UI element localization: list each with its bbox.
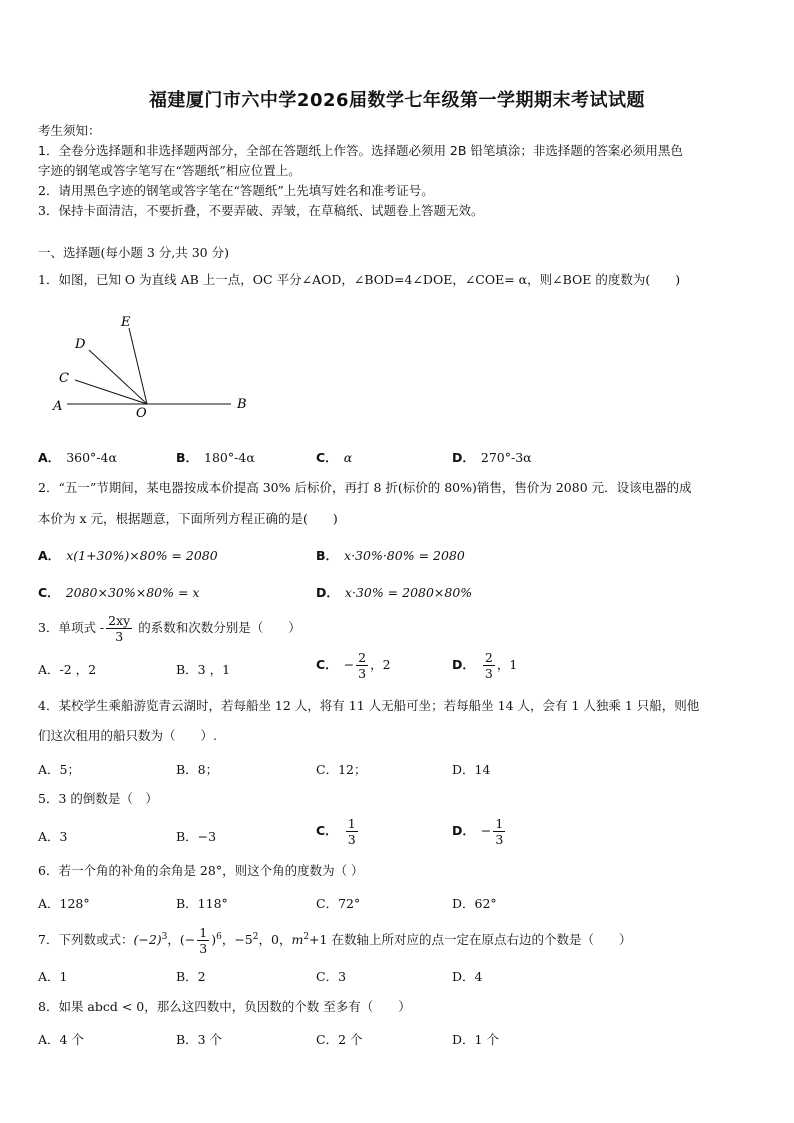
q5-option-a[interactable]: A．3 [38, 829, 68, 844]
question-2-stem-2: 本价为 x 元，根据题意，下面所列方程正确的是( ) [38, 511, 338, 526]
question-5-stem: 5．3 的倒数是（ ） [38, 791, 158, 806]
angle-figure [45, 310, 265, 420]
notice-item-2: 2．请用黑色字迹的钢笔或答字笔在“答题纸”上先填写姓名和准考证号。 [38, 183, 434, 198]
question-6-stem: 6．若一个角的补角的余角是 28°，则这个角的度数为（ ） [38, 863, 364, 878]
q1-option-a[interactable]: A． 360°-4α [38, 450, 117, 465]
ray-od [89, 350, 147, 404]
label-e: E [121, 315, 131, 330]
notice-item-1-cont: 字迹的钢笔或答字笔写在“答题纸”相应位置上。 [38, 163, 301, 178]
ray-oe [129, 328, 147, 404]
question-8-stem: 8．如果 abcd < 0，那么这四数中，负因数的个数 至多有（ ） [38, 999, 411, 1014]
q2-option-d[interactable]: D． x·30% = 2080×80% [316, 585, 473, 600]
q3-option-c[interactable]: C． − $\frac{2}{3}$ ，2 [316, 650, 391, 681]
question-7-stem: 7．下列数或式：$(-2)^3$，(− $\frac{1}{3}$ )$^6$，$-5^2$，0，$m^2+1$ 在数轴上所对应的点一定在原点右边的个数是（ ） [38, 925, 632, 957]
q6-option-c[interactable]: C．72° [316, 896, 361, 911]
q5-option-d[interactable]: D． − $\frac{1}{3}$ [452, 816, 504, 847]
label-o: O [136, 406, 147, 420]
q3-option-b[interactable]: B．3 ，1 [176, 662, 231, 677]
section-heading: 一、选择题(每小题 3 分,共 30 分) [38, 245, 229, 260]
monomial-fraction: $\frac{2xy}{3}$ [108, 613, 131, 644]
q4-option-b[interactable]: B．8； [176, 762, 219, 777]
q6-option-b[interactable]: B．118° [176, 896, 228, 911]
q3-option-a[interactable]: A．-2 ，2 [38, 662, 97, 677]
q7-option-b[interactable]: B．2 [176, 969, 206, 984]
notice-item-1: 1．全卷分选择题和非选择题两部分，全部在答题纸上作答。选择题必须用 2B 铅笔填涂；非选择题的答案必须用黑色 [38, 143, 683, 158]
q5-option-b[interactable]: B．−3 [176, 829, 217, 844]
q1-option-d[interactable]: D． 270°-3α [452, 450, 532, 465]
q2-option-b[interactable]: B． x·30%·80% = 2080 [316, 548, 465, 563]
q5-option-c[interactable]: C． $\frac{1}{3}$ [316, 816, 356, 847]
q2-option-c[interactable]: C． 2080×30%×80% = x [38, 585, 200, 600]
q8-option-c[interactable]: C．2 个 [316, 1032, 363, 1047]
question-2-stem-1: 2．“五一”节期间，某电器按成本价提高 30% 后标价，再打 8 折(标价的 80%)销售，售价为 2080 元．设该电器的成 [38, 480, 692, 495]
q8-option-a[interactable]: A．4 个 [38, 1032, 84, 1047]
q4-option-d[interactable]: D．14 [452, 762, 491, 777]
q8-option-d[interactable]: D．1 个 [452, 1032, 499, 1047]
q1-option-b[interactable]: B． 180°-4α [176, 450, 255, 465]
notice-item-3: 3．保持卡面清洁，不要折叠，不要弄破、弄皱，在草稿纸、试题卷上答题无效。 [38, 203, 484, 218]
q1-option-c[interactable]: C． α [316, 450, 353, 465]
q4-option-c[interactable]: C．12； [316, 762, 367, 777]
q3-option-d[interactable]: D． $\frac{2}{3}$ ，1 [452, 650, 518, 681]
label-a: A [53, 399, 63, 414]
q6-option-d[interactable]: D．62° [452, 896, 497, 911]
q7-option-a[interactable]: A．1 [38, 969, 68, 984]
label-d: D [75, 337, 86, 352]
question-1-stem: 1．如图，已知 O 为直线 AB 上一点，OC 平分∠AOD，∠BOD=4∠DOE，∠COE= α，则∠BOE 的度数为( ) [38, 272, 681, 287]
q2-option-a[interactable]: A． x(1+30%)×80% = 2080 [38, 548, 218, 563]
q7-option-c[interactable]: C．3 [316, 969, 347, 984]
ray-oc [75, 380, 147, 404]
label-c: C [59, 371, 69, 386]
q4-option-a[interactable]: A．5； [38, 762, 80, 777]
q8-option-b[interactable]: B．3 个 [176, 1032, 223, 1047]
page-title: 福建厦门市六中学2026届数学七年级第一学期期末考试试题 [148, 90, 646, 111]
q6-option-a[interactable]: A．128° [38, 896, 90, 911]
label-b: B [237, 397, 247, 412]
question-4-stem-2: 们这次租用的船只数为（ ）. [38, 728, 217, 743]
question-4-stem-1: 4．某校学生乘船游览青云湖时，若每船坐 12 人，将有 11 人无船可坐；若每船坐 14 人，会有 1 人独乘 1 只船，则他 [38, 698, 700, 713]
notice-heading: 考生须知： [38, 123, 101, 138]
q7-option-d[interactable]: D．4 [452, 969, 483, 984]
question-3-stem: 3．单项式 - $\frac{2xy}{3}$ 的系数和次数分别是（ ） [38, 613, 301, 644]
